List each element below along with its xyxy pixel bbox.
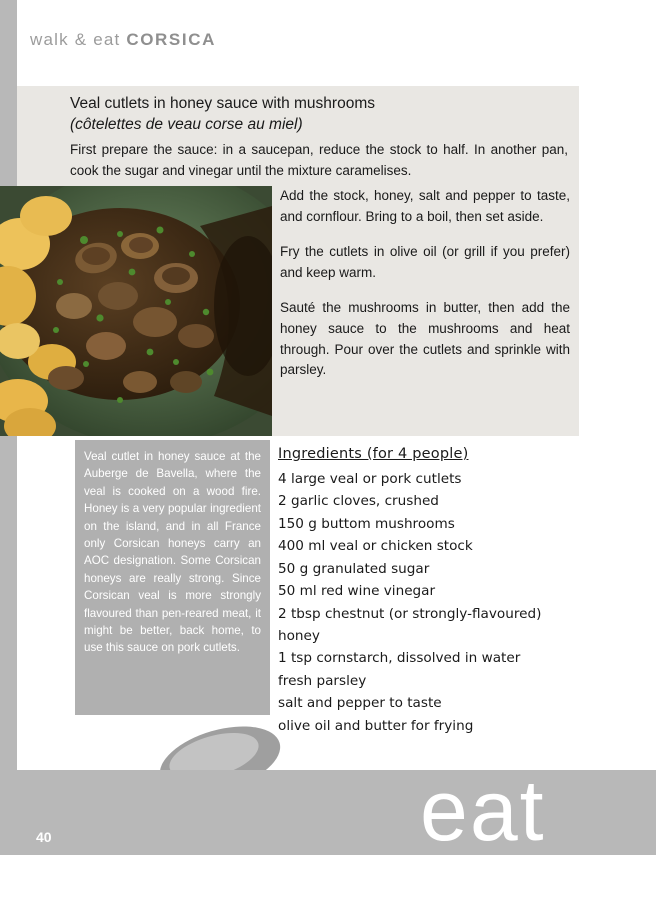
recipe-photo-illustration [0,186,272,436]
footer-section-small: recipes [462,736,553,766]
footer-band [0,763,656,859]
recipe-heading-block [70,94,570,136]
footer-section-large: eat [420,763,546,859]
brand-bold-text: CORSICA [126,30,216,49]
page-number: 40 [36,829,52,845]
method-step-2: Fry the cutlets in olive oil (or grill if you prefer) and keep warm. [280,243,570,280]
list-item: 4 large veal or pork cutlets [278,471,462,487]
list-item: salt and pepper to taste [278,695,442,712]
list-item: 2 tbsp chestnut (or strongly-flavoured) honey [278,605,542,644]
recipe-photo [0,186,272,436]
list-item: olive oil and butter for frying [278,717,474,734]
photo-caption-box: Veal cutlet in honey sauce at the Auberge de Bavella, where the veal is cooked on a wood fire. Honey is a very popular ingredient on the island, and in all France only Corsican honeys carry an AOC designation. Some Corsican honeys are really strong. Since Corsican veal is more strongly flavoured than pen-reared meat, it might be better, back home, to use this sauce on pork cutlets. [75,440,270,715]
ingredients-title: Ingredients (for 4 people) [278,446,469,462]
recipe-intro-text: First prepare the sauce: in a saucepan, reduce the stock to half. In another pan, cook the sugar and vinegar until the mixture caramelises. [70,142,568,178]
list-item: 400 ml veal or chicken stock [278,538,473,555]
method-step-1: Add the stock, honey, salt and pepper to taste, and cornflour. Bring to a boil, then set aside. [280,188,570,224]
list-item: 50 g granulated sugar [278,560,430,577]
recipe-title [70,94,570,136]
list-item: 1 tsp cornstarch, dissolved in water [278,650,521,667]
brand-light-text: walk & eat [30,30,127,49]
ingredients-section [278,446,578,737]
recipe-subtitle-text: (côtelettes de veau corse au miel) [70,115,303,133]
method-step-3: Sauté the mushrooms in butter, then add the honey sauce to the mushrooms and heat through. Pour over the cutlets and sprinkle with parsley. [280,299,570,378]
list-item: fresh parsley [278,672,367,689]
list-item: 150 g buttom mushrooms [278,515,455,532]
page-header [30,30,216,50]
list-item: 2 garlic cloves, crushed [278,493,439,510]
ingredients-list [278,468,578,737]
list-item: 50 ml red wine vinegar [278,583,436,600]
recipe-method-text [280,186,570,381]
recipe-title-text: Veal cutlets in honey sauce with mushrooms [70,95,375,112]
